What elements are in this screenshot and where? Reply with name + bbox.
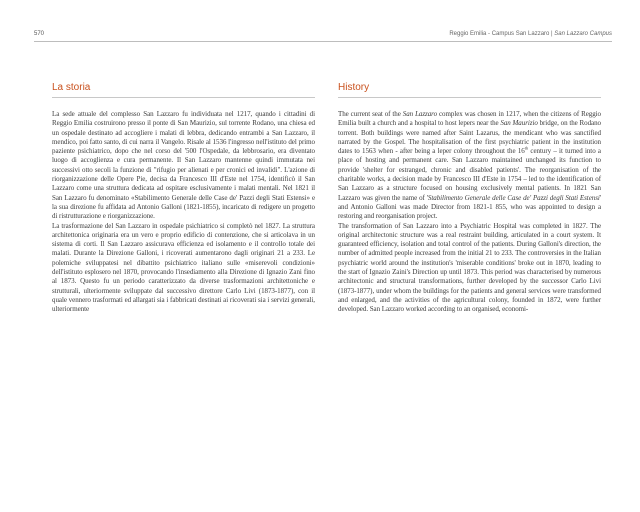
italic-run: San Lazzaro — [402, 110, 438, 118]
italian-body — [52, 110, 315, 315]
italian-column — [52, 82, 315, 315]
english-body — [338, 110, 601, 315]
italic-run: San Maurizio — [500, 119, 538, 128]
english-column — [338, 82, 601, 315]
heading-rule — [338, 97, 601, 98]
paragraph: La trasformazione del San Lazzaro in ospedale psichiatrico si completò nel 1827. La struttura architettonica originaria era un vero e proprio edificio di contenzione, che si articolava in un sistema di corti. Il San Lazzaro assicurava efficienza ed isolamento e il controllo totale dei malati. Durante la Direzione Galloni, i ricoverati aumentarono dagli originari 21 a 233. Le polemiche sviluppatesi nel dibattito psichiatrico italiano sulle «miserevoli condizioni» dell'istituto esplosero nel 1870, provocando l'insediamento alla Direzione di Ignazio Zani fino al 1873. Questo fu un periodo caratterizzato da diverse trasformazioni architettoniche e strutturali, ulteriormente sviluppate dal successivo direttore Carlo Livi (1873-1877), con il quale vennero trasformati ed allargati sia i fabbricati destinati ai ricoverati sia i servizi generali, ulteriormente — [52, 221, 315, 314]
header-rule — [34, 41, 612, 42]
text-run: bridge, on the Rodano torrent. Both buildings were named after Saint Lazarus, the mendicant who was sanctified narrated by the Gospel. The hospitalisation of the first psychiatric patient in the institution dates to 1563 when - after being a leper colony throughout the 16 — [338, 119, 601, 156]
paragraph: The transformation of San Lazzaro into a Psychiatric Hospital was completed in 1827. The original architectonic structure was a real restraint building, articulated in a court system. It guaranteed efficiency, isolation and total control of the patients. During Galloni's direction, the number of admitted people increased from the initial 21 to 233. The controversies in the Italian psychiatric world around the institution's 'miserable conditions' broke out in 1870, leading to the start of Ignazio Zaini's Direction up until 1873. This period was characterised by numerous architectonic and structural transformations, further developed by the successor Carlo Livi (1873-1877), under whom the buildings for the patients and general services were transformed and enlarged, and the activities of the agricultural colony, founded in 1872, were further developed. San Lazzaro worked according to an organised, economi- — [338, 221, 601, 314]
running-header — [449, 31, 612, 37]
text-run: complex was chosen in 1217, when the citizens of Reggio Emilia built a church and a hospital to host lepers near the — [338, 110, 601, 128]
text-run: century – it turned into a place of hosting and permanent care. San Lazzaro maintained unchanged its function to provide 'shelter for estranged, chronic and disabled patients'. The reorganisation of the charitable works, a decision made by Francesco III d'Este in 1754 – led to the identification of San Lazzaro as a structure focused on housing exclusively mental patients. In 1821 San Lazzaro was given the name of ' — [338, 147, 601, 202]
heading-rule — [52, 97, 315, 98]
running-header-title-english: San Lazzaro Campus — [554, 31, 612, 37]
section-heading-italian: La storia — [52, 82, 91, 93]
italic-run: Stabilimento Generale delle Case de' Pazzi degli Stati Estensi — [427, 193, 600, 202]
paragraph: La sede attuale del complesso San Lazzaro fu individuata nel 1217, quando i cittadini di Reggio Emilia costruirono presso il ponte di San Maurizio, sul torrente Rodano, una chiesa ed un ospedale destinato ad accogliere i malati di lebbra, dedicando entrambi a San Lazzaro, il mendico, poi fatto santo, di cui narra il Vangelo. Risale al 1536 l'ingresso nell'istituto del primo paziente psichiatrico, dopo che nel corso del '500 l'Ospedale, da lebbrosario, era diventato luogo di accoglienza e cura permanente. Il San Lazzaro mantenne quindi immutata nei successivi otto secoli la funzione di "rifugio per alienati e per cronici ed invalidi". L'azione di riorganizzazione delle Opere Pie, decisa da Francesco III d'Este nel 1754, identificò il San Lazzaro come una struttura dedicata ad ospitare esclusivamente i malati mentali. Nel 1821 il San Lazzaro fu denominato «Stabilimento Generale delle Case de' Pazzi degli Stati Estensi» e la sua direzione fu affidata ad Antonio Galloni (1821-1855), incaricato di redigere un progetto di ristrutturazione e riorganizzazione. — [52, 110, 315, 221]
paragraph — [338, 110, 601, 222]
text-run: The current seat of the — [338, 110, 403, 118]
text-run: ' and Antonio Galloni was made Director from 1821-1 855, who was appointed to design a restoring and reorganisation project. — [338, 193, 601, 221]
page-number: 570 — [34, 31, 45, 37]
section-heading-english: History — [338, 82, 370, 93]
running-header-title: Reggio Emilia - Campus San Lazzaro | — [449, 31, 555, 37]
superscript: th — [524, 145, 529, 151]
